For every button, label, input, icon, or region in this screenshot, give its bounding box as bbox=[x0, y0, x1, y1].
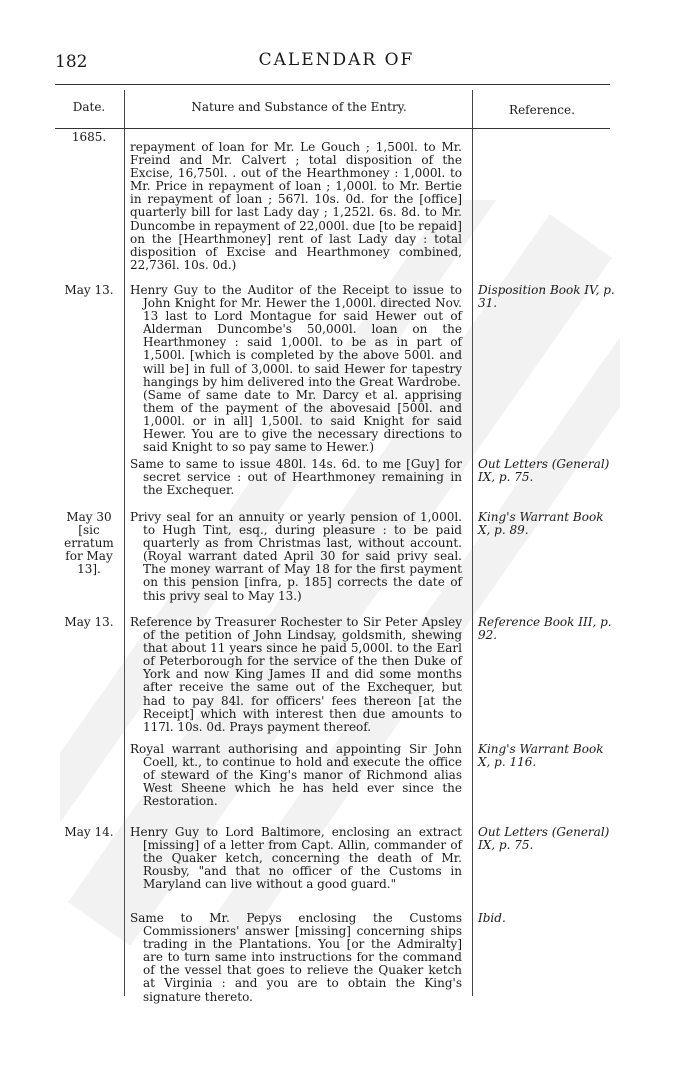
column-divider-left bbox=[124, 90, 125, 996]
entry-date: 1685. bbox=[71, 130, 107, 144]
entry-paragraph: repayment of loan for Mr. Le Gouch ; 1,500l. to Mr. Freind and Mr. Calvert ; total disposition of the Excise, 16,750l. . out of the Hearthmoney : 1,000l. to Mr. Price in repayment of loan ; 1,000l. to Mr. Bertie in repayment of loan ; 567l. 10s. 0d. for the [office] quarterly bill for last Lady day ; 1,252l. 6s. 8d. to Mr. Duncombe in repayment of 22,000l. due [to be repaid] on the [Hearthmoney] rent of last Lady day : total disposition of Excise and Hearthmoney combined, 22,736l. 10s. 0d.) bbox=[130, 140, 462, 272]
entry-text bbox=[130, 826, 462, 891]
entry-text bbox=[130, 284, 462, 454]
entry-reference: Disposition Book IV, p. 31. bbox=[478, 283, 615, 310]
entry-paragraph: (Same of same date to Mr. Darcy et al. apprising them of the payment of the abovesaid [500l. and 1,000l. or in all] 1,500l. to said Knight for said Hewer. You are to give the necessary directions to said Knight to so pay same to Hewer.) bbox=[143, 387, 462, 455]
entry-text bbox=[130, 743, 462, 808]
entry-reference: King's Warrant Book X, p. 89. bbox=[478, 510, 604, 537]
entry-paragraph: Same to same to issue 480l. 14s. 6d. to me [Guy] for secret service : out of Hearthmoney remaining in the Exchequer. bbox=[130, 457, 462, 498]
entry-date: May 14. bbox=[64, 825, 114, 839]
entry-reference: Out Letters (General) IX, p. 75. bbox=[478, 457, 610, 484]
entry-date: May 13. bbox=[64, 615, 114, 629]
entry-reference: Ibid. bbox=[478, 911, 506, 925]
entry-paragraph: Henry Guy to the Auditor of the Receipt to issue to John Knight for Mr. Hewer the 1,000l. directed Nov. 13 last to Lord Montague for said Hewer out of Alderman Duncombe's 50,000l. loan on the Hearthmoney : said 1,000l. to be as in part of 1,500l. [which is completed by the above 500l. and will be] in full of 3,000l. to said Hewer for tapestry hangings by him delivered into the Great Wardrobe. bbox=[130, 283, 462, 389]
entry-paragraph: Same to Mr. Pepys enclosing the Customs Commissioners' answer [missing] concerning ships trading in the Plantations. You [or the Admiralty] are to turn same into instructions for the command of the vessel that goes to relieve the Quaker ketch at Virginia : and you are to obtain the King's signature thereto. bbox=[130, 911, 462, 1004]
column-header-date: Date. bbox=[72, 100, 106, 114]
entry-date: May 13. bbox=[64, 283, 114, 297]
entry-text bbox=[130, 616, 462, 734]
entry-paragraph: Royal warrant authorising and appointing Sir John Coell, kt., to continue to hold and execute the office of steward of the King's manor of Richmond alias West Sheene which he has held ever since the Restoration. bbox=[130, 742, 462, 809]
entry-reference: Out Letters (General) IX, p. 75. bbox=[478, 825, 610, 852]
entry-text bbox=[130, 458, 462, 497]
entry-text bbox=[130, 141, 462, 272]
column-header-reference: Reference. bbox=[509, 103, 575, 117]
header-rule bbox=[55, 128, 610, 129]
column-divider-right bbox=[472, 90, 473, 996]
column-header-nature: Nature and Substance of the Entry. bbox=[191, 100, 407, 114]
entry-text bbox=[130, 511, 462, 603]
entry-reference: Reference Book III, p. 92. bbox=[478, 615, 612, 642]
entry-reference: King's Warrant Book X, p. 116. bbox=[478, 742, 604, 769]
running-title: CALENDAR OF bbox=[258, 50, 415, 70]
top-rule bbox=[55, 84, 610, 85]
entry-paragraph: Privy seal for an annuity or yearly pension of 1,000l. to Hugh Tint, esq., during pleasure : to be paid quarterly as from Christmas last, without account. (Royal warrant dated April 30 for said privy seal. The money warrant of May 18 for the first payment on this pension [infra, p. 185] corrects the date of this privy seal to May 13.) bbox=[130, 510, 462, 603]
entry-paragraph: Henry Guy to Lord Baltimore, enclosing an extract [missing] of a letter from Capt. Allin, commander of the Quaker ketch, concerning the death of Mr. Rousby, "and that no officer of the Customs in Maryland can live without a good guard." bbox=[130, 825, 462, 892]
page-number: 182 bbox=[55, 52, 88, 72]
entry-date: May 30 [sic erratum for May 13]. bbox=[64, 510, 114, 576]
entry-paragraph: Reference by Treasurer Rochester to Sir Peter Apsley of the petition of John Lindsay, goldsmith, shewing that about 11 years since he paid 5,000l. to the Earl of Peterborough for the service of the then Duke of York and now King James II and did some months after receive the same out of the Exchequer, but had to pay 84l. for officers' fees thereon [at the Receipt] which with interest then due amounts to 117l. 10s. 0d. Prays payment thereof. bbox=[130, 615, 462, 734]
entry-text bbox=[130, 912, 462, 1004]
